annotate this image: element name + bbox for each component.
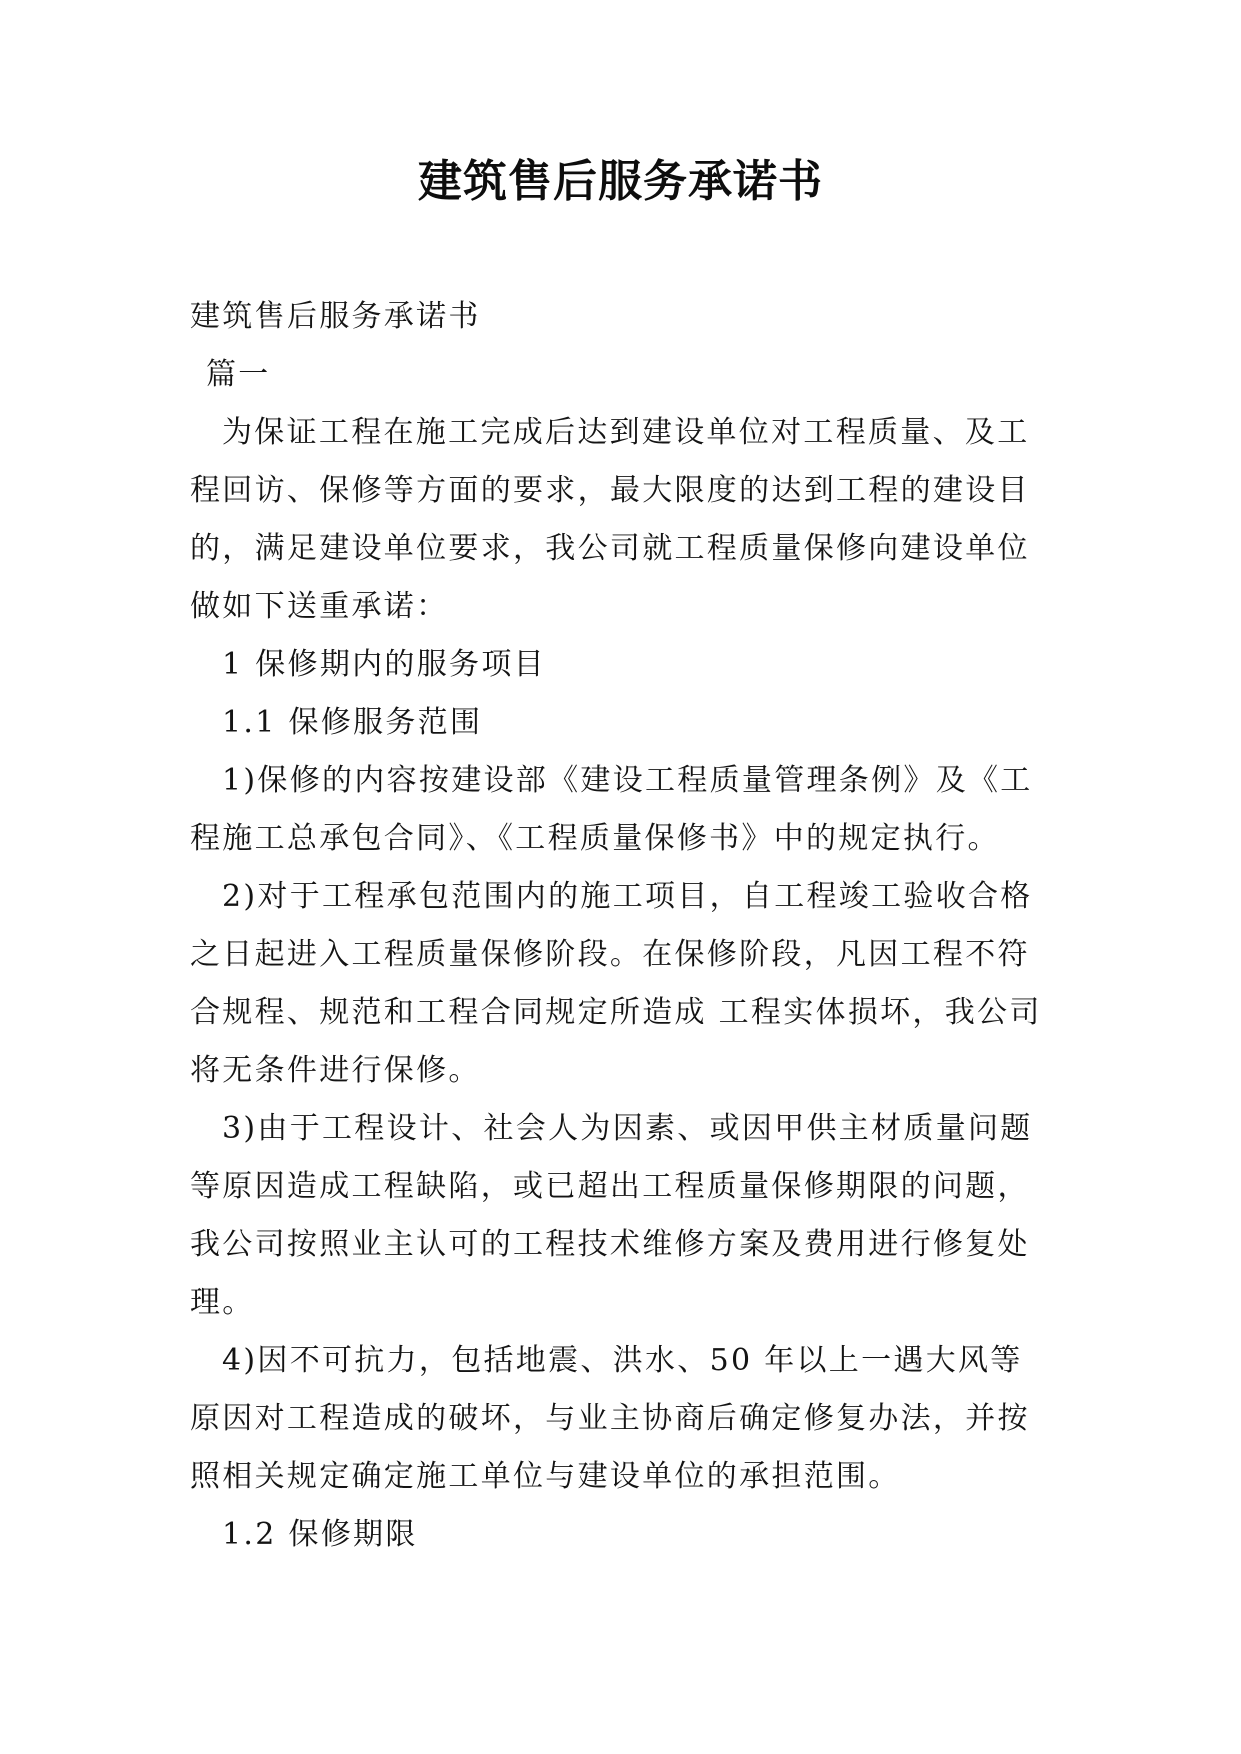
clause-2: 2)对于工程承包范围内的施工项目，自工程竣工验收合格之日起进入工程质量保修阶段。在保修阶段，凡因工程不符合规程、规范和工程合同规定所造成 工程实体损坏，我公司将无条件进行保修。	[190, 879, 1042, 1088]
body-heading: 建筑售后服务承诺书	[190, 299, 481, 334]
clause-4: 4)因不可抗力，包括地震、洪水、50 年以上一遇大风等原因对工程造成的破坏，与业主协商后确定修复办法，并按照相关规定确定施工单位与建设单位的承担范围。	[190, 1343, 1030, 1494]
clause-3: 3)由于工程设计、社会人为因素、或因甲供主材质量问题等原因造成工程缺陷，或已超出工程质量保修期限的问题，我公司按照业主认可的工程技术维修方案及费用进行修复处理。	[190, 1111, 1033, 1320]
clause-1: 1)保修的内容按建设部《建设工程质量管理条例》及《工程施工总承包合同》、《工程质量保修书》中的规定执行。	[190, 763, 1033, 856]
document-body	[190, 288, 1054, 1564]
intro-paragraph: 为保证工程在施工完成后达到建设单位对工程质量、及工程回访、保修等方面的要求，最大限度的达到工程的建设目的，满足建设单位要求，我公司就工程质量保修向建设单位做如下送重承诺：	[190, 415, 1030, 624]
section-heading-1: 1 保修期内的服务项目	[222, 647, 546, 682]
section-label: 篇一	[206, 357, 271, 392]
document-title: 建筑售后服务承诺书	[418, 156, 823, 207]
subsection-heading-1-2: 1.2 保修期限	[222, 1517, 418, 1552]
subsection-heading-1-1: 1.1 保修服务范围	[222, 705, 483, 740]
